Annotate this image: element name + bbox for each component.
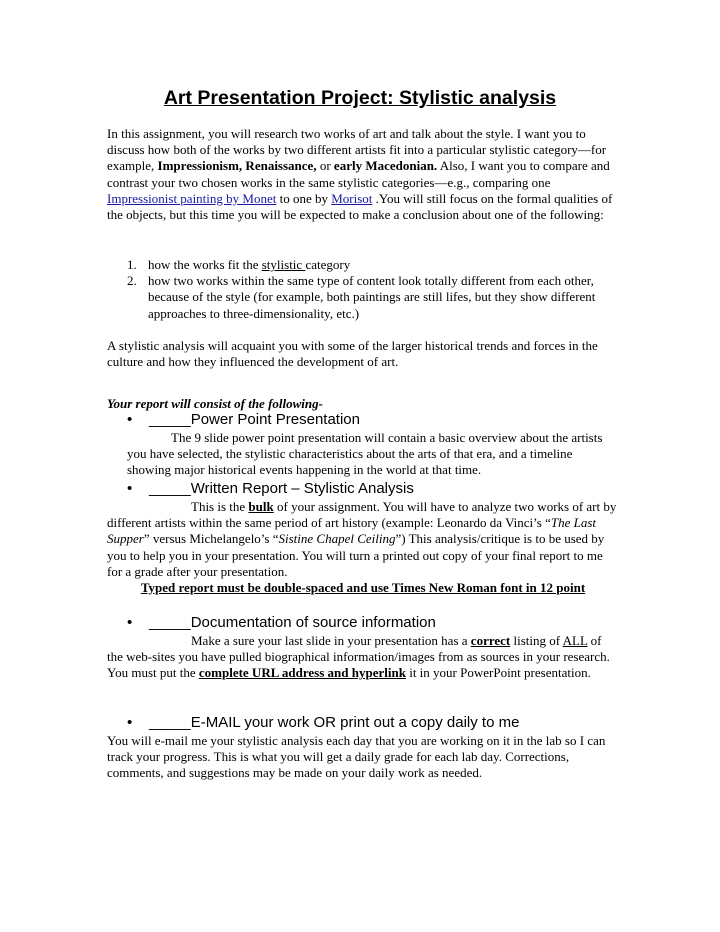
bullet-icon: •	[127, 480, 133, 497]
doc-section-heading	[127, 614, 436, 632]
report-text-4: ”) This analysis/critique is to be used by you to help you in your presentation. You will turn a printed out copy of your final report to me for a grade after your presentation.	[107, 531, 605, 579]
last-supper-title: The Last Supper	[107, 515, 597, 547]
bullet-icon: •	[127, 614, 133, 631]
intro-paragraph	[107, 126, 619, 223]
report-section-heading	[127, 480, 414, 498]
report-bulk-emphasis: bulk	[248, 499, 274, 514]
doc-correct-emphasis: correct	[470, 633, 511, 648]
doc-section-body	[107, 633, 619, 682]
monet-link[interactable]: Impressionist painting by Monet	[107, 190, 277, 206]
intro-bold-2: early Macedonian.	[333, 158, 438, 174]
page-title: Art Presentation Project: Stylistic analysis	[163, 87, 557, 109]
intro-text-5: .You will still focus on the formal qualities of the objects, but this time you will be expected to make a conclusion about one of the following:	[107, 190, 613, 223]
bullet-icon: •	[127, 411, 133, 428]
intro-text-3: Also, I want you to compare and contrast your two chosen works in the same stylistic categories—e.g., comparing one	[107, 158, 610, 190]
list-item	[107, 257, 619, 273]
email-section-body: You will e-mail me your stylistic analysis each day that you are working on it in the lab so I can track your progress. This is what you will get a daily grade for each lab day. Corrections, comments, and suggestions may be made on your daily work as needed.	[107, 733, 606, 781]
list-item-text: how two works within the same type of content look totally different from each other, because of the style (for example, both paintings are still lifes, but they show different approaches to three-dimensionality, etc.)	[148, 273, 596, 321]
sistine-chapel-title: Sistine Chapel Ceiling	[278, 531, 396, 547]
email-section-heading	[127, 714, 519, 732]
doc-text-4: it in your PowerPoint presentation.	[405, 665, 591, 681]
doc-text-3: of the web-sites you have pulled biographical information/images from as sources in your research. You must put the	[107, 633, 610, 681]
conclusion-options-list	[107, 257, 619, 322]
typing-requirement-note: Typed report must be double-spaced and use Times New Roman font in 12 point	[140, 580, 586, 595]
list-number: 1.	[127, 257, 137, 272]
ppt-section-heading	[127, 411, 360, 429]
report-heading: Your report will consist of the following-	[107, 396, 323, 411]
doc-heading-text: _____Documentation of source information	[149, 614, 436, 631]
bullet-icon: •	[127, 714, 133, 731]
doc-text-1: Make a sure your last slide in your presentation has a	[191, 633, 471, 648]
intro-bold-1: Impressionism, Renaissance,	[157, 158, 317, 174]
list-item-underlined: stylistic	[261, 257, 306, 272]
report-text-2: of your assignment. You will have to analyze two works of art by different artists within the same period of art history (example: Leonardo da Vinci’s “	[107, 499, 617, 531]
doc-url-emphasis: complete URL address and hyperlink	[198, 665, 406, 681]
report-text-1: This is the	[191, 499, 249, 514]
summary-paragraph: A stylistic analysis will acquaint you with some of the larger historical trends and forces in the culture and how they influenced the development of art.	[107, 338, 598, 370]
intro-text-1: In this assignment, you will research two works of art and talk about the style. I want you to discuss how both of the works by two different artists fit into a particular stylistic category—for example,	[107, 126, 607, 174]
ppt-section-body: The 9 slide power point presentation will contain a basic overview about the artists you have selected, the stylistic characteristics about the arts of that era, and a timeline showing major historical events happening in the world at that time.	[127, 430, 603, 478]
list-item-text-end: category	[305, 257, 351, 272]
report-section-body	[107, 499, 619, 580]
intro-text-2: or	[316, 158, 334, 174]
report-heading-text: _____Written Report – Stylistic Analysis	[149, 480, 414, 497]
list-item	[107, 273, 619, 322]
doc-all-emphasis: ALL	[562, 633, 588, 648]
list-number: 2.	[127, 273, 137, 289]
morisot-link[interactable]: Morisot	[331, 190, 373, 206]
email-heading-text: _____E-MAIL your work OR print out a copy daily to me	[149, 714, 520, 731]
doc-text-2: listing of	[510, 633, 563, 648]
list-item-text: how the works fit the	[148, 257, 262, 272]
intro-text-4: to one by	[276, 190, 332, 206]
report-text-3: ” versus Michelangelo’s “	[143, 531, 279, 547]
ppt-heading-text: _____Power Point Presentation	[149, 411, 360, 428]
